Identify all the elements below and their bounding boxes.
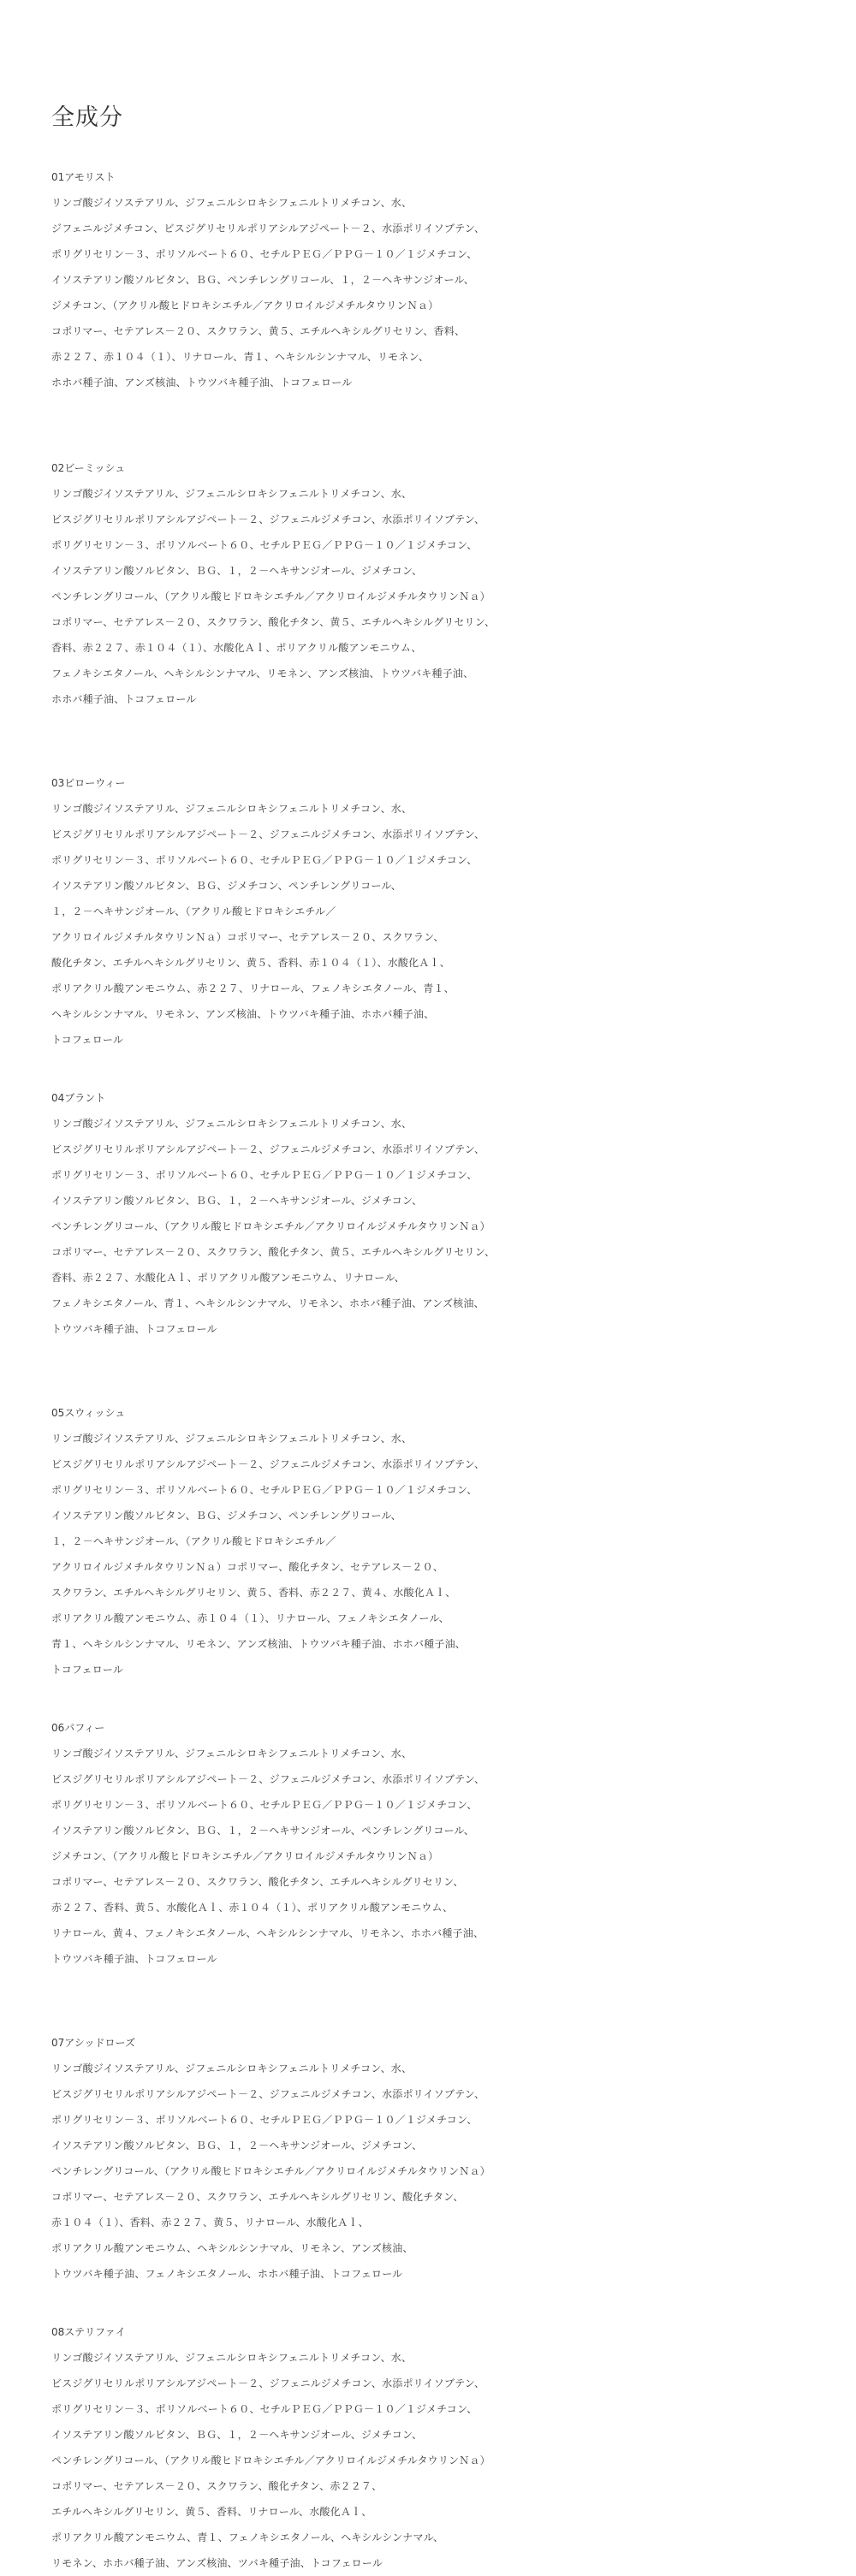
ingredient-line: 香料、赤２２７、赤１０４（１）、水酸化Ａｌ、ポリアクリル酸アンモニウム、 [51, 642, 422, 654]
ingredient-line: ポリグリセリン－３、ポリソルベート６０、セチルＰＥＧ／ＰＰＧ－１０／１ジメチコン、 [51, 2403, 478, 2415]
ingredient-line: ビスジグリセリルポリアシルアジペート－２、ジフェニルジメチコン、水添ポリイソブテン、 [51, 828, 485, 840]
section-title: 02ビーミッシュ [51, 462, 126, 474]
ingredient-line: ポリアクリル酸アンモニウム、ヘキシルシンナマル、リモネン、アンズ核油、 [51, 2242, 413, 2254]
ingredient-line: イソステアリン酸ソルビタン、ＢＧ、ジメチコン、ペンチレングリコール、 [51, 1510, 401, 1522]
section-title: 04ブラント [51, 1092, 106, 1104]
section-title: 01アモリスト [51, 171, 116, 183]
section-title: 05スウィッシュ [51, 1407, 126, 1419]
ingredient-line: ビスジグリセリルポリアシルアジペート－２、ジフェニルジメチコン、水添ポリイソブテン、 [51, 1773, 485, 1785]
ingredient-line: イソステアリン酸ソルビタン、ＢＧ、１，２－ヘキサンジオール、ジメチコン、 [51, 565, 423, 577]
ingredient-line: アクリロイルジメチルタウリンＮａ）コポリマー、セテアレス－２０、スクワラン、 [51, 931, 444, 943]
ingredient-line: ポリアクリル酸アンモニウム、赤１０４（１）、リナロール、フェノキシエタノール、 [51, 1612, 449, 1624]
ingredient-line: 赤１０４（１）、香料、赤２２７、黄５、リナロール、水酸化Ａｌ、 [51, 2217, 369, 2229]
ingredient-section [51, 1715, 847, 1972]
section-title: 06パフィー [51, 1722, 105, 1734]
ingredient-line: ビスジグリセリルポリアシルアジペート－２、ジフェニルジメチコン、水添ポリイソブテン、 [51, 513, 485, 525]
ingredient-line: ジメチコン、（アクリル酸ヒドロキシエチル／アクリロイルジメチルタウリンＮａ） [51, 1850, 439, 1862]
ingredient-section [51, 2319, 847, 2576]
ingredient-line: 赤２２７、香料、黄５、水酸化Ａｌ、赤１０４（１）、ポリアクリル酸アンモニウム、 [51, 1902, 454, 1914]
ingredient-line: リナロール、黄４、フェノキシエタノール、ヘキシルシンナマル、リモネン、ホホバ種子油、 [51, 1927, 484, 1939]
ingredient-line: アクリロイルジメチルタウリンＮａ）コポリマー、酸化チタン、セテアレス－２０、 [51, 1561, 444, 1573]
ingredient-line: リンゴ酸ジイソステアリル、ジフェニルシロキシフェニルトリメチコン、水、 [51, 1433, 413, 1445]
ingredient-section [51, 164, 847, 395]
ingredient-line: リンゴ酸ジイソステアリル、ジフェニルシロキシフェニルトリメチコン、水、 [51, 2352, 413, 2364]
ingredient-line: トウツバキ種子油、トコフェロール [51, 1953, 217, 1965]
ingredient-section [51, 2030, 847, 2287]
ingredient-line: ビスジグリセリルポリアシルアジペート－２、ジフェニルジメチコン、水添ポリイソブテン、 [51, 2377, 485, 2389]
ingredient-line: ビスジグリセリルポリアシルアジペート－２、ジフェニルジメチコン、水添ポリイソブテン、 [51, 2088, 485, 2100]
ingredient-line: リモネン、ホホバ種子油、アンズ核油、ツバキ種子油、トコフェロール [51, 2557, 383, 2569]
ingredient-line: 赤２２７、赤１０４（１）、リナロール、青１、ヘキシルシンナマル、リモネン、 [51, 351, 430, 363]
ingredient-line: ポリグリセリン－３、ポリソルベート６０、セチルＰＥＧ／ＰＰＧ－１０／１ジメチコン、 [51, 248, 478, 260]
ingredient-section [51, 770, 847, 1053]
ingredient-line: フェノキシエタノール、ヘキシルシンナマル、リモネン、アンズ核油、トウツバキ種子油、 [51, 668, 474, 680]
ingredient-line: ペンチレングリコール、（アクリル酸ヒドロキシエチル／アクリロイルジメチルタウリンＮａ） [51, 2454, 490, 2466]
ingredient-line: リンゴ酸ジイソステアリル、ジフェニルシロキシフェニルトリメチコン、水、 [51, 1748, 413, 1760]
ingredient-line: 香料、赤２２７、水酸化Ａｌ、ポリアクリル酸アンモニウム、リナロール、 [51, 1272, 405, 1284]
page-title: 全成分 [51, 104, 123, 131]
ingredient-line: コポリマー、セテアレス－２０、スクワラン、酸化チタン、エチルヘキシルグリセリン、 [51, 1876, 464, 1888]
ingredient-line: 青１、ヘキシルシンナマル、リモネン、アンズ核油、トウツバキ種子油、ホホバ種子油、 [51, 1638, 466, 1650]
ingredient-line: ポリアクリル酸アンモニウム、赤２２７、リナロール、フェノキシエタノール、青１、 [51, 982, 455, 994]
ingredient-line: ポリグリセリン－３、ポリソルベート６０、セチルＰＥＧ／ＰＰＧ－１０／１ジメチコン、 [51, 2114, 478, 2126]
ingredient-line: イソステアリン酸ソルビタン、ＢＧ、ジメチコン、ペンチレングリコール、 [51, 880, 401, 892]
ingredient-line: トコフェロール [51, 1664, 124, 1676]
ingredient-line: リンゴ酸ジイソステアリル、ジフェニルシロキシフェニルトリメチコン、水、 [51, 488, 413, 500]
ingredient-line: ジフェニルジメチコン、ビスジグリセリルポリアシルアジペート－２、水添ポリイソブテン、 [51, 223, 485, 234]
ingredient-section [51, 1085, 847, 1342]
ingredient-line: トウツバキ種子油、トコフェロール [51, 1323, 217, 1335]
ingredient-section [51, 1400, 847, 1683]
ingredient-line: リンゴ酸ジイソステアリル、ジフェニルシロキシフェニルトリメチコン、水、 [51, 197, 413, 209]
ingredient-line: ポリグリセリン－３、ポリソルベート６０、セチルＰＥＧ／ＰＰＧ－１０／１ジメチコン、 [51, 854, 478, 866]
ingredient-line: エチルヘキシルグリセリン、黄５、香料、リナロール、水酸化Ａｌ、 [51, 2506, 372, 2518]
ingredient-line: ペンチレングリコール、（アクリル酸ヒドロキシエチル／アクリロイルジメチルタウリンＮａ） [51, 2165, 490, 2177]
ingredient-line: ポリグリセリン－３、ポリソルベート６０、セチルＰＥＧ／ＰＰＧ－１０／１ジメチコン、 [51, 1169, 478, 1181]
ingredient-line: １，２－ヘキサンジオール、（アクリル酸ヒドロキシエチル／ [51, 905, 336, 917]
ingredient-line: ペンチレングリコール、（アクリル酸ヒドロキシエチル／アクリロイルジメチルタウリンＮａ） [51, 1220, 490, 1232]
ingredient-line: イソステアリン酸ソルビタン、ＢＧ、１，２－ヘキサンジオール、ジメチコン、 [51, 2140, 423, 2152]
ingredient-line: イソステアリン酸ソルビタン、ＢＧ、ペンチレングリコール、１，２－ヘキサンジオール、 [51, 274, 474, 286]
ingredient-line: スクワラン、エチルヘキシルグリセリン、黄５、香料、赤２２７、黄４、水酸化Ａｌ、 [51, 1587, 456, 1599]
section-title: 07アシッドローズ [51, 2037, 135, 2049]
ingredient-line: ホホバ種子油、トコフェロール [51, 693, 197, 705]
ingredient-line: ヘキシルシンナマル、リモネン、アンズ核油、トウツバキ種子油、ホホバ種子油、 [51, 1008, 435, 1020]
ingredient-line: リンゴ酸ジイソステアリル、ジフェニルシロキシフェニルトリメチコン、水、 [51, 1118, 413, 1130]
ingredient-line: ペンチレングリコール、（アクリル酸ヒドロキシエチル／アクリロイルジメチルタウリンＮａ） [51, 591, 490, 602]
ingredient-line: コポリマー、セテアレス－２０、スクワラン、酸化チタン、黄５、エチルヘキシルグリセリン、 [51, 1246, 496, 1258]
ingredient-line: イソステアリン酸ソルビタン、ＢＧ、１，２－ヘキサンジオール、ペンチレングリコール、 [51, 1825, 474, 1837]
ingredient-line: コポリマー、セテアレス－２０、スクワラン、酸化チタン、黄５、エチルヘキシルグリセリン、 [51, 616, 496, 628]
ingredient-line: ポリグリセリン－３、ポリソルベート６０、セチルＰＥＧ／ＰＰＧ－１０／１ジメチコン、 [51, 1484, 478, 1496]
ingredient-line: ポリアクリル酸アンモニウム、青１、フェノキシエタノール、ヘキシルシンナマル、 [51, 2531, 444, 2543]
ingredient-line: ジメチコン、（アクリル酸ヒドロキシエチル／アクリロイルジメチルタウリンＮａ） [51, 300, 439, 312]
ingredient-line: ビスジグリセリルポリアシルアジペート－２、ジフェニルジメチコン、水添ポリイソブテン、 [51, 1143, 485, 1155]
ingredient-section [51, 455, 847, 712]
section-title: 08ステリファイ [51, 2326, 126, 2338]
ingredient-line: １，２－ヘキサンジオール、（アクリル酸ヒドロキシエチル／ [51, 1535, 336, 1547]
ingredient-line: トコフェロール [51, 1034, 124, 1046]
ingredient-line: リンゴ酸ジイソステアリル、ジフェニルシロキシフェニルトリメチコン、水、 [51, 2063, 413, 2074]
ingredient-line: ポリグリセリン－３、ポリソルベート６０、セチルＰＥＧ／ＰＰＧ－１０／１ジメチコン、 [51, 539, 478, 551]
ingredient-line: ビスジグリセリルポリアシルアジペート－２、ジフェニルジメチコン、水添ポリイソブテン、 [51, 1458, 485, 1470]
ingredient-line: イソステアリン酸ソルビタン、ＢＧ、１，２－ヘキサンジオール、ジメチコン、 [51, 2429, 423, 2441]
section-title: 03ビローウィー [51, 777, 126, 789]
ingredient-line: リンゴ酸ジイソステアリル、ジフェニルシロキシフェニルトリメチコン、水、 [51, 803, 413, 815]
ingredient-line: ポリグリセリン－３、ポリソルベート６０、セチルＰＥＧ／ＰＰＧ－１０／１ジメチコン、 [51, 1799, 478, 1811]
ingredient-line: 酸化チタン、エチルヘキシルグリセリン、黄５、香料、赤１０４（１）、水酸化Ａｌ、 [51, 957, 450, 969]
ingredient-line: コポリマー、セテアレス－２０、スクワラン、エチルヘキシルグリセリン、酸化チタン、 [51, 2191, 464, 2203]
ingredient-line: イソステアリン酸ソルビタン、ＢＧ、１，２－ヘキサンジオール、ジメチコン、 [51, 1195, 423, 1207]
ingredient-line: トウツバキ種子油、フェノキシエタノール、ホホバ種子油、トコフェロール [51, 2268, 403, 2280]
ingredient-line: コポリマー、セテアレス－２０、スクワラン、酸化チタン、赤２２７、 [51, 2480, 383, 2492]
ingredient-line: コポリマー、セテアレス－２０、スクワラン、黄５、エチルヘキシルグリセリン、香料、 [51, 325, 466, 337]
ingredient-line: ホホバ種子油、アンズ核油、トウツバキ種子油、トコフェロール [51, 377, 353, 389]
ingredient-line: フェノキシエタノール、青１、ヘキシルシンナマル、リモネン、ホホバ種子油、アンズ核油、 [51, 1297, 484, 1309]
